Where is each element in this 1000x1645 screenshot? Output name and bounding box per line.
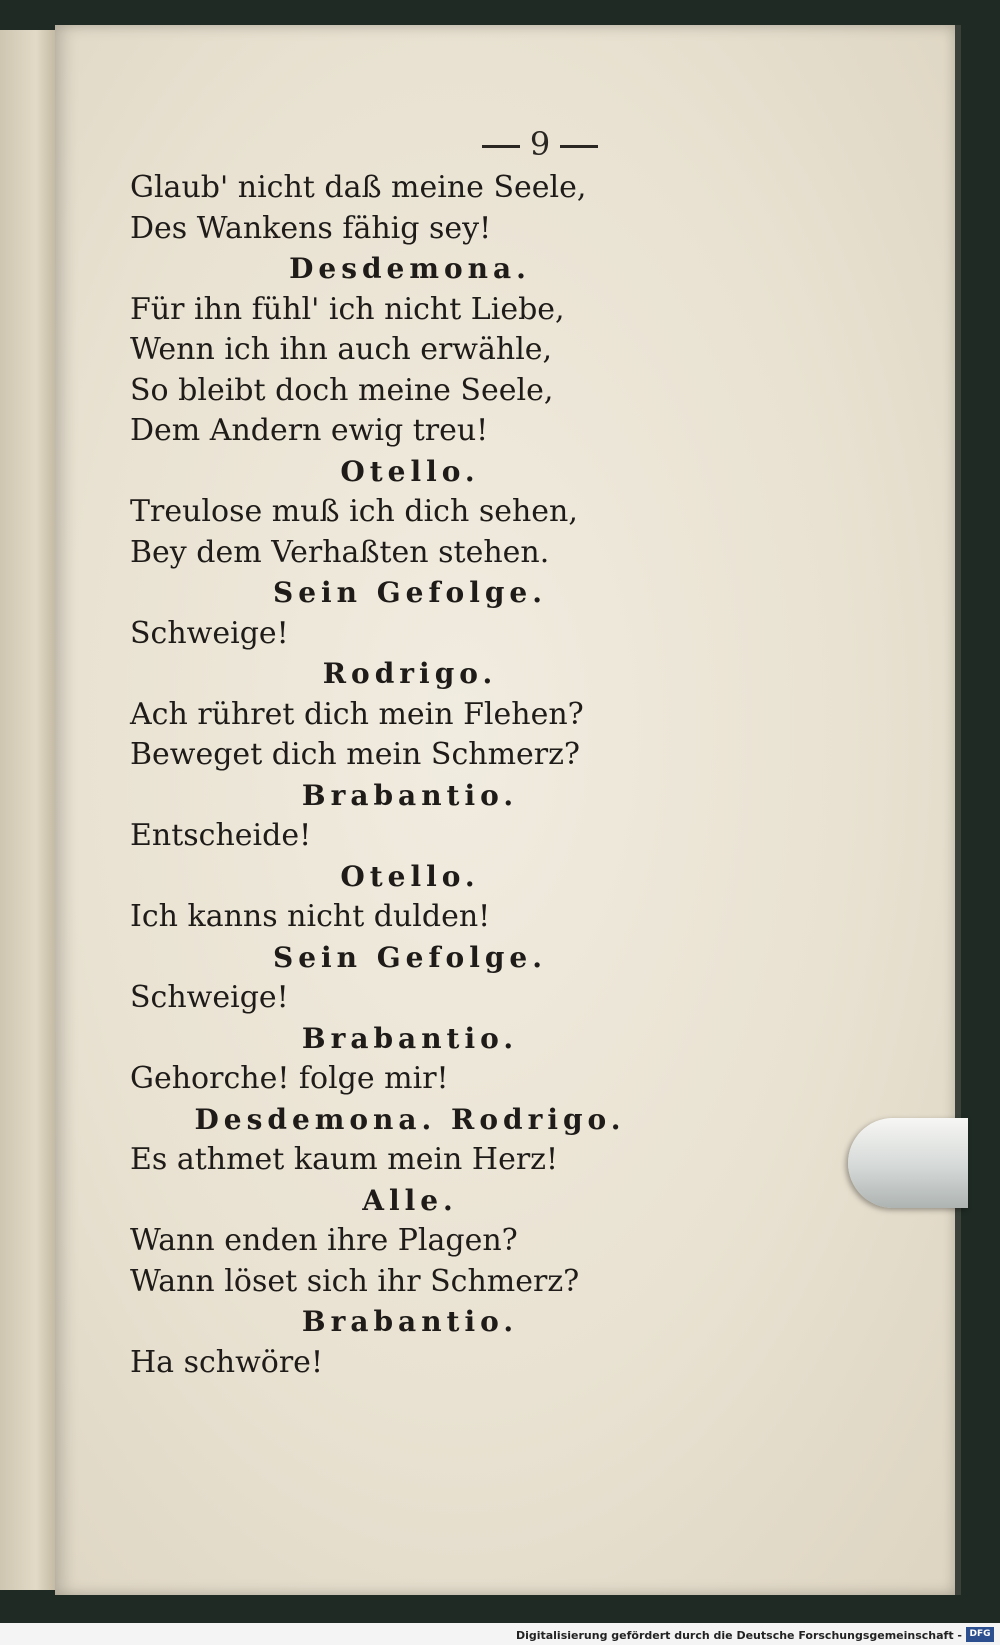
dash-right: [560, 145, 598, 148]
verse-text-block: [130, 168, 690, 1383]
speaker-name: Sein Gefolge.: [272, 940, 547, 974]
speaker-name: Desdemona.: [289, 252, 531, 285]
verse-line: Schweige!: [130, 615, 289, 651]
verse-line: Ich kanns nicht dulden!: [130, 899, 491, 934]
speaker-name: Brabantio.: [301, 1305, 519, 1338]
speaker-name: Alle.: [362, 1183, 458, 1217]
verse-line: Ha schwöre!: [130, 1344, 323, 1380]
verse-line: Es athmet kaum mein Herz!: [130, 1142, 559, 1177]
verse-line: Gehorche! folge mir!: [130, 1061, 449, 1096]
verse-line: Dem Andern ewig treu!: [130, 413, 489, 448]
verse-line: Ach rühret dich mein Flehen?: [130, 696, 584, 732]
verse-line: Wann löset sich ihr Schmerz?: [130, 1263, 580, 1299]
verse-line: Bey dem Verhaßten stehen.: [130, 534, 550, 570]
speaker-name: Otello.: [340, 454, 480, 488]
verse-line: Für ihn fühl' ich nicht Liebe,: [130, 291, 565, 327]
footer-bar: [0, 1623, 1000, 1645]
speaker-name: Desdemona. Rodrigo.: [194, 1102, 626, 1136]
speaker-name: Brabantio.: [301, 778, 519, 812]
verse-line: Glaub' nicht daß meine Seele,: [130, 170, 587, 205]
speaker-name: Brabantio.: [301, 1021, 519, 1055]
speaker-name: Otello.: [340, 859, 480, 893]
speaker-name: Sein Gefolge.: [272, 576, 547, 609]
page-number-value: 9: [529, 125, 551, 163]
footer-credit: Digitalisierung gefördert durch die Deutsche Forschungsgemeinschaft -: [515, 1629, 962, 1642]
verse-line: Wenn ich ihn auch erwähle,: [130, 332, 553, 367]
verse-line: Treulose muß ich dich sehen,: [130, 494, 578, 529]
verse-line: So bleibt doch meine Seele,: [130, 372, 554, 408]
verse-line: Des Wankens fähig sey!: [130, 210, 492, 246]
verse-line: Entscheide!: [130, 818, 312, 853]
page-number: [455, 125, 625, 163]
dfg-logo: DFG: [966, 1627, 994, 1642]
verse-line: Wann enden ihre Plagen?: [130, 1223, 518, 1258]
verse-line: Schweige!: [130, 980, 289, 1015]
dash-left: [482, 145, 520, 148]
left-page-edge: [0, 30, 62, 1590]
verse-line: Beweget dich mein Schmerz?: [130, 737, 580, 772]
scroll-tab-handle[interactable]: [848, 1118, 968, 1208]
speaker-name: Rodrigo.: [322, 657, 498, 690]
